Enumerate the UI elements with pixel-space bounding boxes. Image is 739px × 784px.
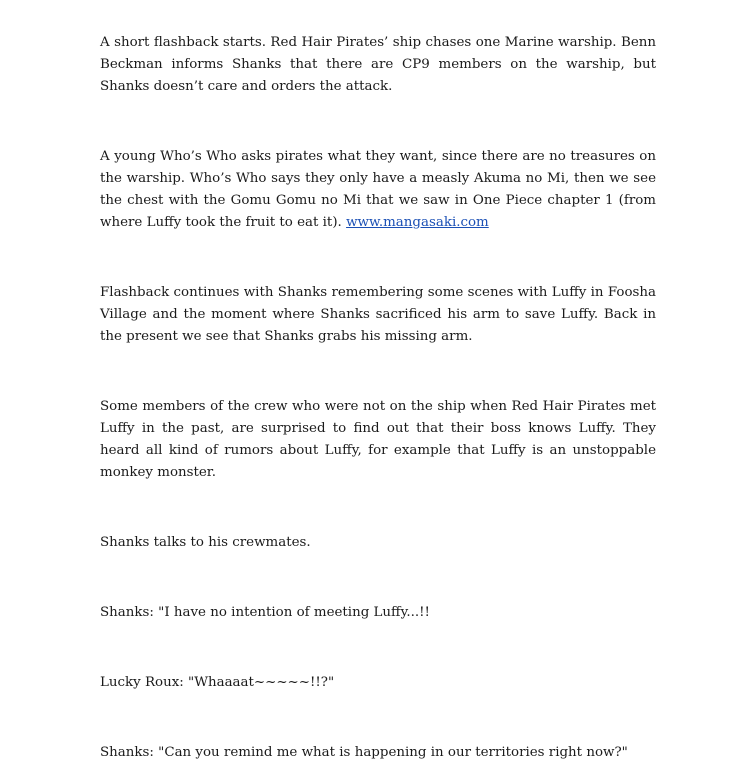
paragraph-shanks-talks: Shanks talks to his crewmates. [100, 535, 311, 550]
paragraph-gap [100, 694, 656, 742]
document-body [100, 32, 656, 764]
paragraph-gap [100, 348, 656, 396]
paragraph-gap [100, 624, 656, 672]
paragraph-whos-who-text: A young Who’s Who asks pirates what they want, since there are no treasures on the warship. Who’s Who says they only have a measly Akuma no Mi, then we see the chest with the Gomu Gomu no Mi that we saw in One Piece chapter 1 (from where Luffy took the fruit to eat it). [100, 149, 656, 230]
paragraph-crew-surprised: Some members of the crew who were not on the ship when Red Hair Pirates met Luffy in the past, are surprised to find out that their boss knows Luffy. They heard all kind of rumors about Luffy, for example that Luffy is an unstoppable monkey monster. [100, 399, 656, 480]
paragraph-gap [100, 234, 656, 282]
paragraph-whos-who [100, 146, 656, 234]
dialogue-shanks-no-intention: Shanks: "I have no intention of meeting Luffy...!! [100, 605, 430, 620]
paragraph-flashback-start: A short flashback starts. Red Hair Pirates’ ship chases one Marine warship. Benn Beckman informs Shanks that there are CP9 members on the warship, but Shanks doesn’t care and orders the attack. [100, 35, 656, 94]
mangasaki-link[interactable]: www.mangasaki.com [346, 215, 489, 230]
paragraph-foosha-flashback: Flashback continues with Shanks remembering some scenes with Luffy in Foosha Village and the moment where Shanks sacrificed his arm to save Luffy. Back in the present we see that Shanks grabs his missing arm. [100, 285, 656, 344]
paragraph-gap [100, 554, 656, 602]
paragraph-gap [100, 484, 656, 532]
dialogue-shanks-territories: Shanks: "Can you remind me what is happening in our territories right now?" [100, 745, 628, 760]
paragraph-gap [100, 98, 656, 146]
dialogue-lucky-roux: Lucky Roux: "Whaaaat~~~~~!!?" [100, 675, 335, 690]
